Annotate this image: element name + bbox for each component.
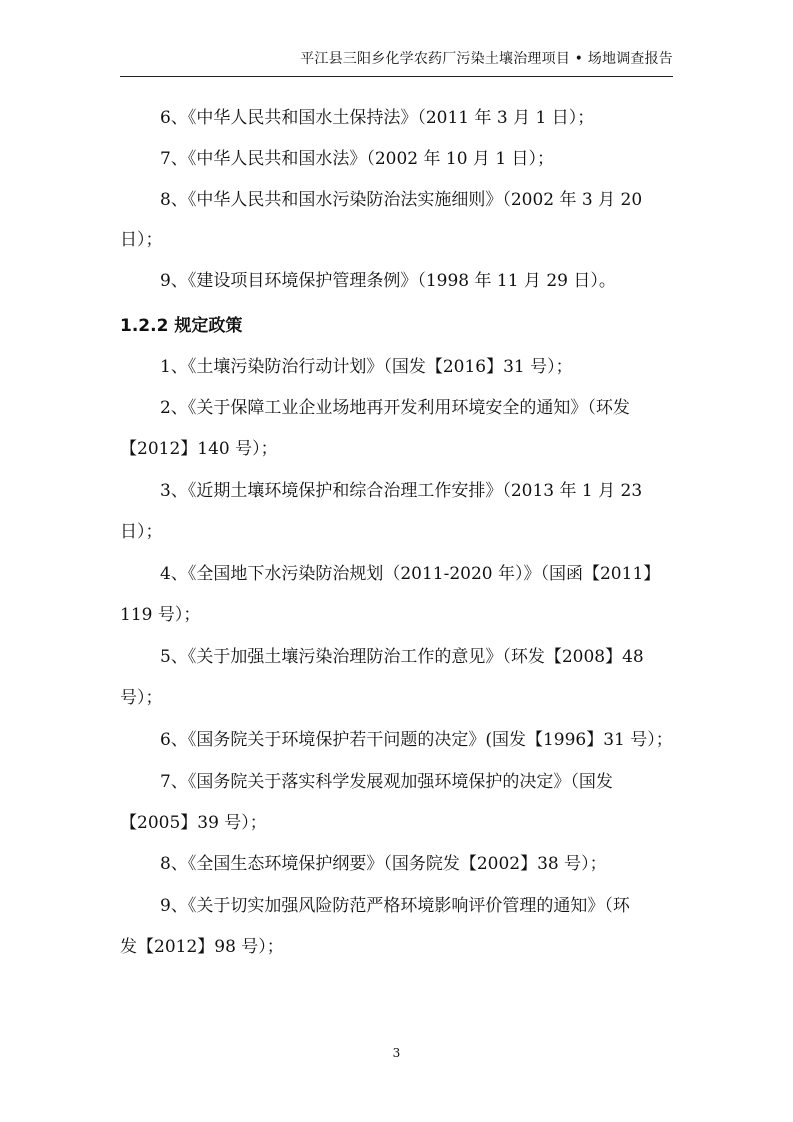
policy-item-2-cont: 【2012】140 号）； (120, 439, 278, 459)
policy-item-9-cont: 发【2012】98 号）； (120, 937, 284, 957)
policy-item-7: 7、《国务院关于落实科学发展观加强环境保护的决定》（国发 (160, 772, 613, 792)
policy-item-3: 3、《近期土壤环境保护和综合治理工作安排》（2013 年 1 月 23 (160, 481, 643, 501)
policy-item-6: 6、《国务院关于环境保护若干问题的决定》(国发【1996】31 号）； (160, 730, 673, 750)
running-header: 平江县三阳乡化学农药厂污染土壤治理项目 • 场地调查报告 (300, 51, 673, 67)
law-item-9: 9、《建设项目环境保护管理条例》（1998 年 11 月 29 日）。 (160, 271, 616, 291)
policy-item-3-cont: 日）； (120, 522, 163, 542)
policy-item-5-cont: 号）； (120, 688, 163, 708)
policy-item-8: 8、《全国生态环境保护纲要》（国务院发【2002】38 号）； (160, 854, 607, 874)
policy-item-2: 2、《关于保障工业企业场地再开发利用环境安全的通知》（环发 (160, 398, 630, 418)
policy-item-4-cont: 119 号）； (120, 605, 201, 625)
law-item-8-cont: 日）； (120, 230, 163, 250)
policy-item-4: 4、《全国地下水污染防治规划（2011-2020 年）》（国函【2011】 (160, 564, 661, 584)
section-heading: 1.2.2 规定政策 (120, 316, 243, 336)
policy-item-5: 5、《关于加强土壤污染治理防治工作的意见》（环发【2008】48 (160, 647, 644, 667)
header-rule (120, 76, 673, 77)
policy-item-1: 1、《土壤污染防治行动计划》（国发【2016】31 号）； (160, 357, 573, 377)
policy-item-7-cont: 【2005】39 号）； (120, 813, 267, 833)
policy-item-9: 9、《关于切实加强风险防范严格环境影响评价管理的通知》（环 (160, 896, 630, 916)
law-item-7: 7、《中华人民共和国水法》（2002 年 10 月 1 日）； (160, 149, 555, 169)
page-number: 3 (392, 1046, 401, 1060)
law-item-8: 8、《中华人民共和国水污染防治法实施细则》（2002 年 3 月 20 (160, 190, 643, 210)
law-item-6: 6、《中华人民共和国水土保持法》（2011 年 3 月 1 日）； (160, 108, 595, 128)
